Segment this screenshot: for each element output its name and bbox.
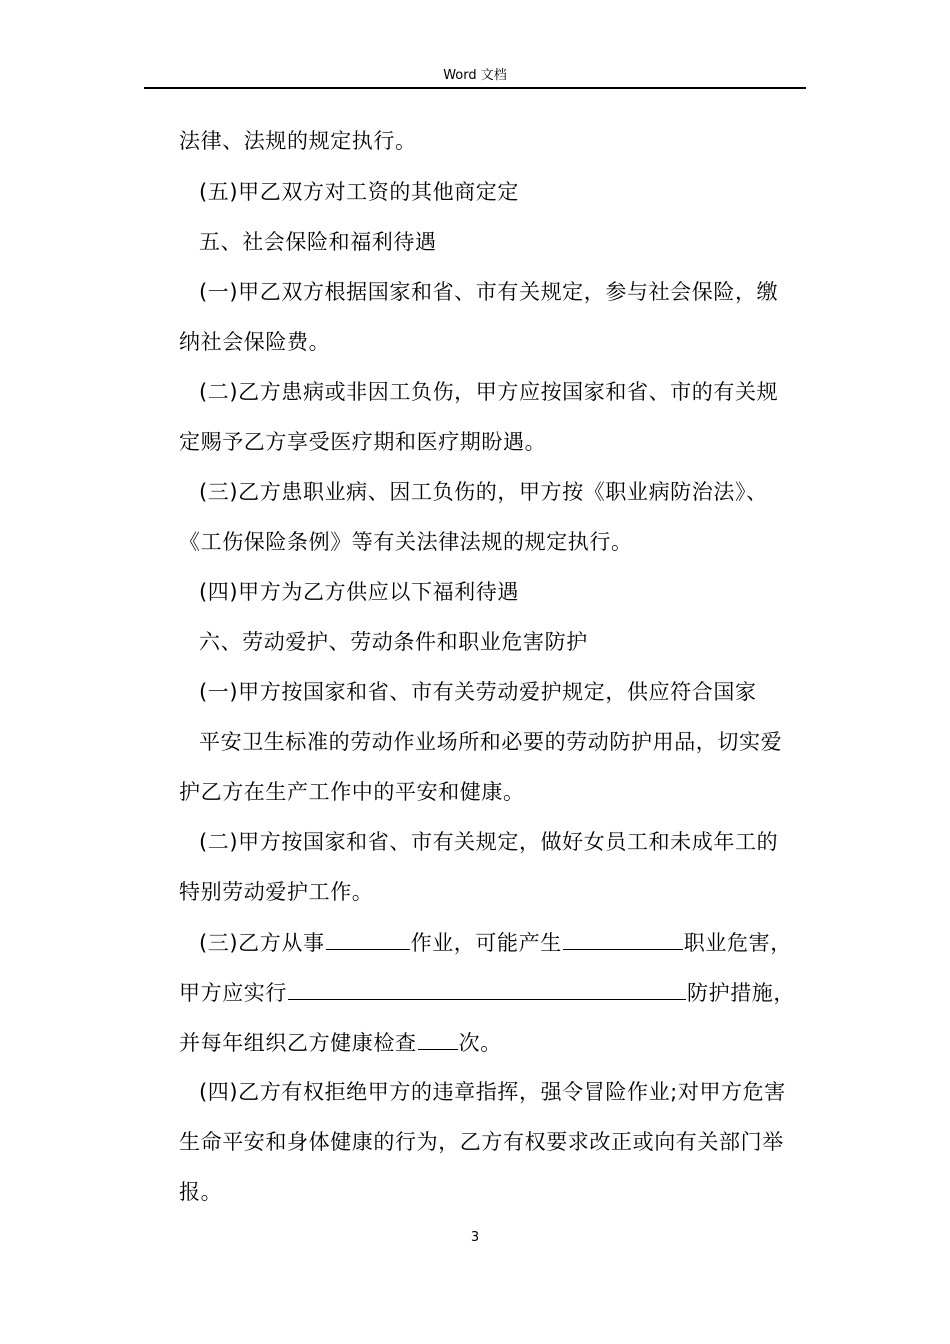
page-number: 3 <box>470 1230 480 1245</box>
fill-in-text: 防护措施， <box>687 981 795 1005</box>
fill-in-line <box>179 1027 502 1057</box>
paragraph-line: (一)甲乙双方根据国家和省、市有关规定，参与社会保险，缴 <box>199 280 779 304</box>
blank-field <box>418 1027 458 1050</box>
page-header-title: Word 文档 <box>443 68 507 83</box>
paragraph-line: 特别劳动爱护工作。 <box>179 880 374 904</box>
paragraph-line: 法律、法规的规定执行。 <box>179 129 417 153</box>
blank-field <box>288 977 686 1000</box>
fill-in-text: 甲方应实行 <box>179 981 287 1005</box>
blank-field <box>326 927 410 950</box>
paragraph-line: 《工伤保险条例》等有关法律法规的规定执行。 <box>179 530 633 554</box>
paragraph-line: 平安卫生标准的劳动作业场所和必要的劳动防护用品，切实爱 <box>199 730 783 754</box>
paragraph-line: 报。 <box>179 1180 223 1204</box>
paragraph-line: (四)甲方为乙方供应以下福利待遇 <box>199 580 519 604</box>
fill-in-line <box>199 927 792 957</box>
header-divider <box>144 87 806 89</box>
fill-in-text: 并每年组织乙方健康检查 <box>179 1031 417 1055</box>
fill-in-line <box>179 977 795 1007</box>
fill-in-text: 职业危害， <box>683 931 792 955</box>
paragraph-line: 护乙方在生产工作中的平安和健康。 <box>179 780 525 804</box>
fill-in-text: 次。 <box>458 1031 502 1055</box>
section-heading: 六、劳动爱护、劳动条件和职业危害防护 <box>199 630 588 654</box>
paragraph-line: 纳社会保险费。 <box>179 330 331 354</box>
paragraph-line: (一)甲方按国家和省、市有关劳动爱护规定，供应符合国家 <box>199 680 757 704</box>
fill-in-text: 作业，可能产生 <box>410 931 562 955</box>
blank-field <box>563 927 683 950</box>
paragraph-line: 生命平安和身体健康的行为，乙方有权要求改正或向有关部门举 <box>179 1130 784 1154</box>
paragraph-line: (二)甲方按国家和省、市有关规定，做好女员工和未成年工的 <box>199 830 779 854</box>
paragraph-line: (四)乙方有权拒绝甲方的违章指挥，强令冒险作业;对甲方危害 <box>199 1080 786 1104</box>
section-heading: 五、社会保险和福利待遇 <box>199 230 437 254</box>
paragraph-line: (五)甲乙双方对工资的其他商定定 <box>199 180 519 204</box>
paragraph-line: 定赐予乙方享受医疗期和医疗期盼遇。 <box>179 430 547 454</box>
paragraph-line: (三)乙方患职业病、因工负伤的，甲方按《职业病防治法》、 <box>199 480 768 504</box>
paragraph-line: (二)乙方患病或非因工负伤，甲方应按国家和省、市的有关规 <box>199 380 779 404</box>
fill-in-text: (三)乙方从事 <box>199 931 325 955</box>
